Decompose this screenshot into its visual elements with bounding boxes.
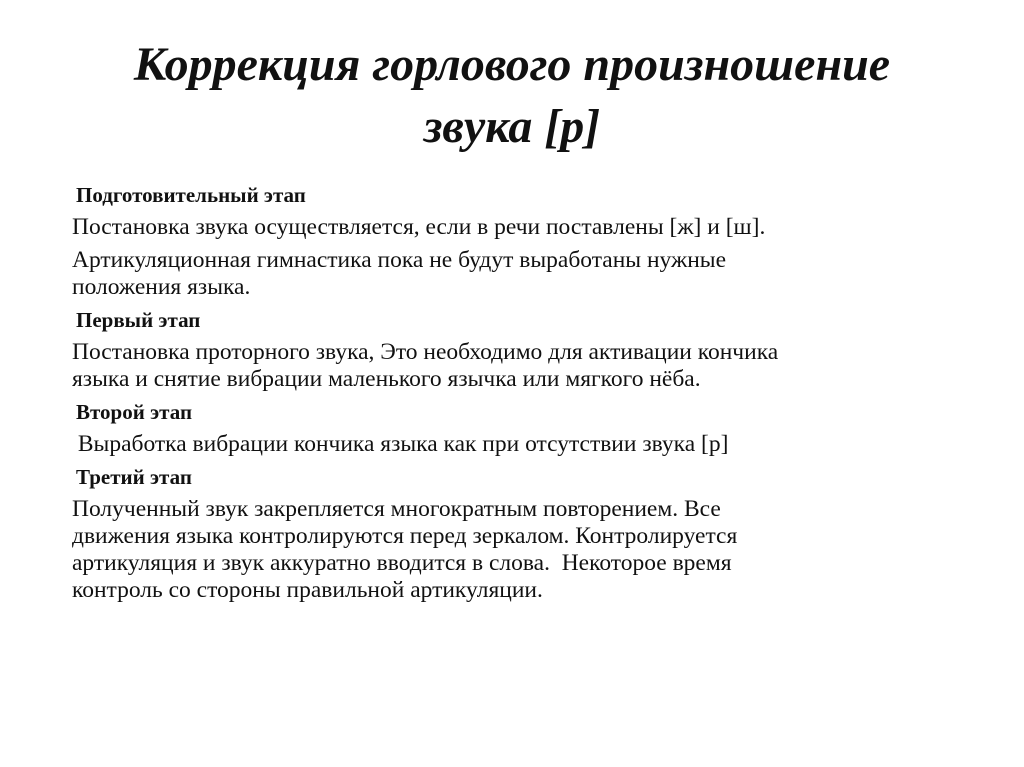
slide-content [72,182,952,610]
paragraph-line: языка и снятие вибрации маленького язычка или мягкого нёба. [72,366,701,392]
slide-title-line-1: Коррекция горлового произношение [133,38,891,91]
section-paragraph [72,496,952,604]
paragraph-line: движения языка контролируются перед зеркалом. Контролируется [72,523,738,549]
paragraph-line: Постановка проторного звука, Это необходимо для активации кончика [72,339,779,365]
paragraph-line: Полученный звук закрепляется многократным повторением. Все [72,496,721,522]
section-heading-second-stage: Второй этап [76,400,193,424]
section-heading-preparatory: Подготовительный этап [76,183,306,207]
section-paragraph [72,431,952,458]
slide-title [0,34,1024,158]
paragraph-line: артикуляция и звук аккуратно вводится в слова. Некоторое время [72,550,732,576]
section-heading-third-stage: Третий этап [76,465,192,489]
section-paragraph [72,339,952,393]
paragraph-line: Постановка звука осуществляется, если в речи поставлены [ж] и [ш]. [72,214,766,240]
paragraph-line: Артикуляционная гимнастика пока не будут выработаны нужные [72,247,726,273]
slide-title-line-2: звука [р] [423,100,601,153]
paragraph-line: контроль со стороны правильной артикуляции. [72,577,543,603]
paragraph-line: Выработка вибрации кончика языка как при отсутствии звука [р] [72,431,729,457]
section-paragraph [72,247,952,301]
section-paragraph [72,214,952,241]
paragraph-line: положения языка. [72,274,251,300]
section-heading-first-stage: Первый этап [76,308,201,332]
